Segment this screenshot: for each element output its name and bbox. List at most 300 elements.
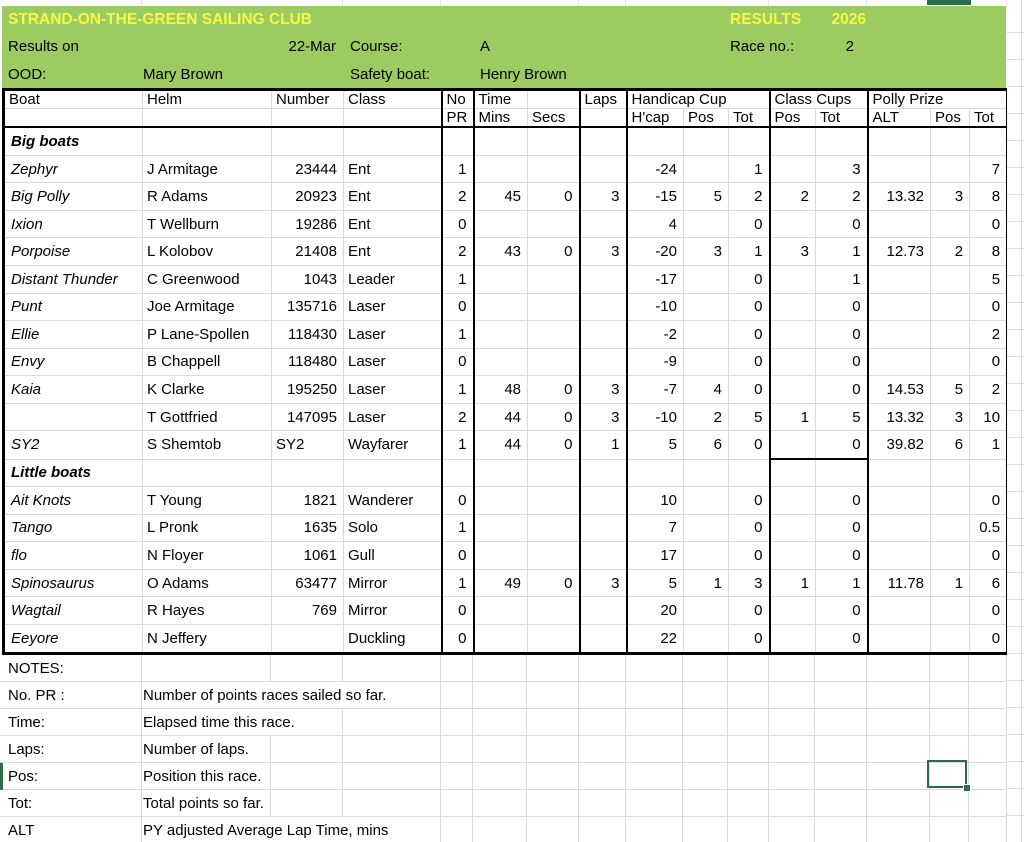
cell-secs[interactable] — [528, 127, 580, 155]
cell-alt[interactable]: 14.53 — [868, 376, 931, 404]
cell-secs[interactable]: 0 — [528, 238, 580, 266]
note-label[interactable]: Tot: — [8, 794, 33, 812]
cell-hcap[interactable]: 5 — [627, 569, 684, 597]
cell-ppos[interactable]: 5 — [931, 376, 970, 404]
cell-boat[interactable]: Spinosaurus — [4, 569, 143, 597]
selected-cell[interactable] — [927, 760, 967, 788]
cell-pr[interactable]: 1 — [442, 321, 474, 349]
cell-number[interactable] — [272, 459, 344, 487]
cell-pr[interactable]: 2 — [442, 403, 474, 431]
col-subheader-blank[interactable] — [4, 109, 143, 128]
cell-hpos[interactable] — [684, 514, 729, 542]
col-subheader-pos[interactable]: Pos — [770, 109, 816, 128]
cell-laps[interactable]: 1 — [580, 431, 627, 459]
cell-hpos[interactable] — [684, 155, 729, 183]
cell-ctot[interactable]: 2 — [816, 183, 868, 211]
cell-laps[interactable] — [580, 348, 627, 376]
col-subheader-hcap[interactable]: H'cap — [627, 109, 684, 128]
cell-laps[interactable] — [580, 487, 627, 515]
cell-ctot[interactable]: 1 — [816, 569, 868, 597]
cell-hpos[interactable] — [684, 459, 729, 487]
cell-cpos[interactable] — [770, 431, 816, 459]
cell-number[interactable]: 63477 — [272, 569, 344, 597]
cell-number[interactable]: 1061 — [272, 542, 344, 570]
note-label[interactable]: ALT — [8, 821, 35, 839]
cell-pr[interactable]: 0 — [442, 210, 474, 238]
cell-number[interactable]: 1043 — [272, 266, 344, 294]
cell-number[interactable]: 1821 — [272, 487, 344, 515]
cell-ctot[interactable]: 0 — [816, 293, 868, 321]
col-header-polly-prize[interactable]: Polly Prize — [868, 90, 1008, 109]
cell-htot[interactable]: 0 — [729, 376, 770, 404]
cell-ctot[interactable]: 0 — [816, 431, 868, 459]
note-desc[interactable]: PY adjusted Average Lap Time, mins — [143, 821, 389, 839]
cell-number[interactable] — [272, 127, 344, 155]
cell-cpos[interactable] — [770, 597, 816, 625]
cell-cpos[interactable] — [770, 155, 816, 183]
cell-helm[interactable]: Joe Armitage — [143, 293, 272, 321]
cell-laps[interactable] — [580, 459, 627, 487]
cell-mins[interactable] — [474, 487, 528, 515]
cell-mins[interactable] — [474, 597, 528, 625]
cell-pr[interactable]: 1 — [442, 431, 474, 459]
cell-ctot[interactable]: 0 — [816, 624, 868, 653]
cell-class[interactable]: Ent — [344, 238, 442, 266]
col-header-helm[interactable]: Helm — [143, 90, 272, 109]
ood-label[interactable]: OOD: — [8, 65, 47, 83]
cell-class[interactable]: Duckling — [344, 624, 442, 653]
cell-laps[interactable] — [580, 321, 627, 349]
cell-ppos[interactable] — [931, 459, 970, 487]
cell-htot[interactable]: 5 — [729, 403, 770, 431]
cell-number[interactable]: 1635 — [272, 514, 344, 542]
cell-number[interactable]: 118430 — [272, 321, 344, 349]
cell-alt[interactable]: 39.82 — [868, 431, 931, 459]
cell-cpos[interactable] — [770, 210, 816, 238]
cell-ppos[interactable]: 3 — [931, 403, 970, 431]
cell-htot[interactable] — [729, 459, 770, 487]
results-label[interactable]: RESULTS — [730, 10, 802, 28]
cell-htot[interactable]: 0 — [729, 542, 770, 570]
cell-hcap[interactable]: -7 — [627, 376, 684, 404]
cell-pr[interactable]: 1 — [442, 155, 474, 183]
cell-ptot[interactable]: 1 — [970, 431, 1008, 459]
results-year[interactable]: 2026 — [831, 10, 866, 28]
cell-helm[interactable]: J Armitage — [143, 155, 272, 183]
col-header-no[interactable]: No — [442, 90, 474, 109]
cell-pr[interactable]: 0 — [442, 487, 474, 515]
cell-hcap[interactable]: -2 — [627, 321, 684, 349]
cell-ptot[interactable]: 0 — [970, 348, 1008, 376]
note-desc[interactable]: Number of laps. — [143, 740, 249, 758]
cell-ppos[interactable]: 6 — [931, 431, 970, 459]
col-header-blank[interactable] — [528, 90, 580, 109]
cell-helm[interactable]: R Adams — [143, 183, 272, 211]
cell-alt[interactable] — [868, 155, 931, 183]
cell-pr[interactable]: 0 — [442, 597, 474, 625]
cell-mins[interactable]: 49 — [474, 569, 528, 597]
cell-ctot[interactable]: 0 — [816, 542, 868, 570]
cell-secs[interactable]: 0 — [528, 403, 580, 431]
cell-hpos[interactable]: 3 — [684, 238, 729, 266]
note-label[interactable]: No. PR : — [8, 686, 65, 704]
cell-boat[interactable]: Kaia — [4, 376, 143, 404]
cell-boat[interactable]: Big boats — [4, 127, 143, 155]
cell-hpos[interactable] — [684, 542, 729, 570]
cell-htot[interactable]: 1 — [729, 238, 770, 266]
cell-helm[interactable]: S Shemtob — [143, 431, 272, 459]
cell-ppos[interactable] — [931, 348, 970, 376]
cell-number[interactable]: 769 — [272, 597, 344, 625]
cell-ctot[interactable]: 0 — [816, 348, 868, 376]
cell-laps[interactable] — [580, 210, 627, 238]
cell-mins[interactable] — [474, 321, 528, 349]
note-label[interactable]: Laps: — [8, 740, 45, 758]
cell-ptot[interactable]: 8 — [970, 238, 1008, 266]
cell-boat[interactable]: Ixion — [4, 210, 143, 238]
cell-helm[interactable]: N Jeffery — [143, 624, 272, 653]
cell-ctot[interactable]: 1 — [816, 266, 868, 294]
cell-boat[interactable]: Zephyr — [4, 155, 143, 183]
cell-mins[interactable] — [474, 624, 528, 653]
cell-number[interactable]: 135716 — [272, 293, 344, 321]
cell-ptot[interactable]: 0 — [970, 293, 1008, 321]
col-header-number[interactable]: Number — [272, 90, 344, 109]
col-subheader-blank[interactable] — [344, 109, 442, 128]
col-subheader-secs[interactable]: Secs — [528, 109, 580, 128]
fill-handle[interactable] — [963, 784, 971, 792]
cell-helm[interactable]: T Wellburn — [143, 210, 272, 238]
course-label[interactable]: Course: — [350, 38, 403, 55]
cell-alt[interactable]: 12.73 — [868, 238, 931, 266]
club-title[interactable]: STRAND-ON-THE-GREEN SAILING CLUB — [8, 10, 312, 28]
cell-alt[interactable] — [868, 348, 931, 376]
cell-number[interactable]: 147095 — [272, 403, 344, 431]
cell-class[interactable]: Wanderer — [344, 487, 442, 515]
cell-boat[interactable]: flo — [4, 542, 143, 570]
cell-ppos[interactable] — [931, 514, 970, 542]
col-subheader-blank[interactable] — [580, 109, 627, 128]
cell-hcap[interactable]: -15 — [627, 183, 684, 211]
cell-cpos[interactable]: 1 — [770, 403, 816, 431]
cell-ctot[interactable]: 0 — [816, 597, 868, 625]
cell-htot[interactable]: 3 — [729, 569, 770, 597]
cell-pr[interactable]: 0 — [442, 624, 474, 653]
cell-ptot[interactable]: 0 — [970, 487, 1008, 515]
cell-cpos[interactable]: 1 — [770, 569, 816, 597]
cell-htot[interactable]: 0 — [729, 210, 770, 238]
cell-ctot[interactable]: 0 — [816, 514, 868, 542]
cell-ptot[interactable]: 0 — [970, 597, 1008, 625]
cell-secs[interactable] — [528, 597, 580, 625]
cell-mins[interactable] — [474, 155, 528, 183]
cell-cpos[interactable] — [770, 348, 816, 376]
cell-ptot[interactable]: 0 — [970, 624, 1008, 653]
cell-boat[interactable]: Envy — [4, 348, 143, 376]
cell-cpos[interactable] — [770, 459, 816, 487]
cell-alt[interactable] — [868, 542, 931, 570]
cell-hcap[interactable]: -24 — [627, 155, 684, 183]
cell-number[interactable]: 21408 — [272, 238, 344, 266]
cell-hcap[interactable]: -17 — [627, 266, 684, 294]
cell-hpos[interactable]: 5 — [684, 183, 729, 211]
cell-secs[interactable] — [528, 321, 580, 349]
cell-cpos[interactable] — [770, 542, 816, 570]
cell-secs[interactable] — [528, 487, 580, 515]
cell-pr[interactable] — [442, 459, 474, 487]
cell-cpos[interactable] — [770, 321, 816, 349]
cell-class[interactable]: Wayfarer — [344, 431, 442, 459]
cell-ctot[interactable]: 1 — [816, 238, 868, 266]
cell-ptot[interactable]: 2 — [970, 321, 1008, 349]
cell-secs[interactable] — [528, 542, 580, 570]
cell-ptot[interactable]: 0.5 — [970, 514, 1008, 542]
cell-cpos[interactable] — [770, 266, 816, 294]
cell-cpos[interactable]: 2 — [770, 183, 816, 211]
cell-ctot[interactable]: 5 — [816, 403, 868, 431]
cell-hcap[interactable]: -20 — [627, 238, 684, 266]
cell-htot[interactable]: 0 — [729, 624, 770, 653]
cell-ppos[interactable] — [931, 597, 970, 625]
cell-hpos[interactable]: 6 — [684, 431, 729, 459]
cell-pr[interactable]: 0 — [442, 293, 474, 321]
race-date[interactable]: 22-Mar — [288, 38, 336, 55]
cell-pr[interactable] — [442, 127, 474, 155]
cell-helm[interactable] — [143, 127, 272, 155]
cell-ptot[interactable] — [970, 127, 1008, 155]
cell-alt[interactable]: 11.78 — [868, 569, 931, 597]
cell-ptot[interactable]: 5 — [970, 266, 1008, 294]
cell-alt[interactable]: 13.32 — [868, 403, 931, 431]
cell-helm[interactable]: L Kolobov — [143, 238, 272, 266]
cell-ppos[interactable]: 1 — [931, 569, 970, 597]
safety-boat-label[interactable]: Safety boat: — [350, 65, 431, 83]
cell-boat[interactable]: SY2 — [4, 431, 143, 459]
cell-cpos[interactable] — [770, 376, 816, 404]
cell-pr[interactable]: 1 — [442, 266, 474, 294]
cell-secs[interactable] — [528, 155, 580, 183]
cell-mins[interactable]: 44 — [474, 431, 528, 459]
cell-hcap[interactable]: 17 — [627, 542, 684, 570]
cell-htot[interactable]: 1 — [729, 155, 770, 183]
cell-number[interactable]: 118480 — [272, 348, 344, 376]
cell-class[interactable]: Solo — [344, 514, 442, 542]
cell-cpos[interactable] — [770, 127, 816, 155]
cell-helm[interactable]: N Floyer — [143, 542, 272, 570]
cell-mins[interactable] — [474, 542, 528, 570]
cell-hpos[interactable]: 2 — [684, 403, 729, 431]
cell-hcap[interactable]: 7 — [627, 514, 684, 542]
cell-number[interactable]: SY2 — [272, 431, 344, 459]
cell-alt[interactable] — [868, 624, 931, 653]
cell-alt[interactable] — [868, 293, 931, 321]
cell-boat[interactable]: Wagtail — [4, 597, 143, 625]
cell-class[interactable]: Gull — [344, 542, 442, 570]
cell-class[interactable]: Laser — [344, 376, 442, 404]
cell-hpos[interactable] — [684, 487, 729, 515]
cell-secs[interactable]: 0 — [528, 376, 580, 404]
cell-hpos[interactable] — [684, 597, 729, 625]
cell-helm[interactable]: C Greenwood — [143, 266, 272, 294]
cell-laps[interactable] — [580, 542, 627, 570]
cell-alt[interactable] — [868, 321, 931, 349]
cell-ppos[interactable] — [931, 542, 970, 570]
col-subheader-tot[interactable]: Tot — [729, 109, 770, 128]
cell-class[interactable] — [344, 127, 442, 155]
cell-cpos[interactable] — [770, 624, 816, 653]
cell-ctot[interactable]: 0 — [816, 321, 868, 349]
col-header-boat[interactable]: Boat — [4, 90, 143, 109]
cell-alt[interactable] — [868, 210, 931, 238]
cell-secs[interactable]: 0 — [528, 183, 580, 211]
col-subheader-mins[interactable]: Mins — [474, 109, 528, 128]
cell-ppos[interactable] — [931, 266, 970, 294]
cell-secs[interactable] — [528, 624, 580, 653]
ood-value[interactable]: Mary Brown — [143, 65, 224, 83]
col-subheader-tot[interactable]: Tot — [970, 109, 1008, 128]
cell-htot[interactable]: 0 — [729, 431, 770, 459]
cell-laps[interactable] — [580, 127, 627, 155]
cell-laps[interactable]: 3 — [580, 183, 627, 211]
cell-secs[interactable] — [528, 266, 580, 294]
col-subheader-pos[interactable]: Pos — [684, 109, 729, 128]
cell-hpos[interactable] — [684, 210, 729, 238]
cell-ptot[interactable]: 0 — [970, 542, 1008, 570]
cell-htot[interactable]: 0 — [729, 348, 770, 376]
cell-ctot[interactable]: 0 — [816, 210, 868, 238]
cell-ptot[interactable]: 10 — [970, 403, 1008, 431]
cell-boat[interactable]: Porpoise — [4, 238, 143, 266]
cell-mins[interactable]: 45 — [474, 183, 528, 211]
note-label[interactable]: NOTES: — [8, 659, 64, 677]
cell-laps[interactable] — [580, 155, 627, 183]
cell-class[interactable]: Mirror — [344, 569, 442, 597]
cell-cpos[interactable]: 3 — [770, 238, 816, 266]
cell-class[interactable]: Laser — [344, 348, 442, 376]
cell-ppos[interactable] — [931, 293, 970, 321]
cell-htot[interactable]: 0 — [729, 266, 770, 294]
cell-boat[interactable]: Distant Thunder — [4, 266, 143, 294]
cell-secs[interactable]: 0 — [528, 431, 580, 459]
note-desc[interactable]: Number of points races sailed so far. — [143, 686, 387, 704]
cell-helm[interactable]: L Pronk — [143, 514, 272, 542]
note-desc[interactable]: Total points so far. — [143, 794, 264, 812]
cell-mins[interactable] — [474, 348, 528, 376]
cell-ctot[interactable]: 3 — [816, 155, 868, 183]
col-subheader-pos[interactable]: Pos — [931, 109, 970, 128]
cell-pr[interactable]: 2 — [442, 183, 474, 211]
cell-ptot[interactable]: 2 — [970, 376, 1008, 404]
cell-ctot[interactable]: 0 — [816, 376, 868, 404]
cell-boat[interactable]: Tango — [4, 514, 143, 542]
cell-class[interactable]: Laser — [344, 321, 442, 349]
cell-ppos[interactable] — [931, 127, 970, 155]
cell-number[interactable]: 23444 — [272, 155, 344, 183]
cell-hcap[interactable] — [627, 459, 684, 487]
col-header-time[interactable]: Time — [474, 90, 528, 109]
cell-hcap[interactable]: 22 — [627, 624, 684, 653]
col-subheader-pr[interactable]: PR — [442, 109, 474, 128]
cell-helm[interactable]: O Adams — [143, 569, 272, 597]
cell-class[interactable]: Ent — [344, 183, 442, 211]
cell-hpos[interactable] — [684, 293, 729, 321]
cell-helm[interactable]: B Chappell — [143, 348, 272, 376]
cell-helm[interactable]: P Lane-Spollen — [143, 321, 272, 349]
cell-class[interactable]: Ent — [344, 210, 442, 238]
cell-ctot[interactable] — [816, 127, 868, 155]
cell-pr[interactable]: 0 — [442, 348, 474, 376]
note-desc[interactable]: Position this race. — [143, 767, 262, 785]
cell-mins[interactable]: 48 — [474, 376, 528, 404]
cell-mins[interactable] — [474, 514, 528, 542]
cell-alt[interactable] — [868, 266, 931, 294]
cell-pr[interactable]: 1 — [442, 376, 474, 404]
race-no-label[interactable]: Race no.: — [730, 38, 795, 55]
cell-hpos[interactable]: 4 — [684, 376, 729, 404]
cell-hcap[interactable]: 20 — [627, 597, 684, 625]
cell-hcap[interactable]: 4 — [627, 210, 684, 238]
cell-secs[interactable] — [528, 293, 580, 321]
cell-alt[interactable] — [868, 487, 931, 515]
cell-hpos[interactable] — [684, 127, 729, 155]
cell-laps[interactable]: 3 — [580, 238, 627, 266]
cell-hcap[interactable]: -10 — [627, 293, 684, 321]
race-no-value[interactable]: 2 — [845, 38, 854, 55]
cell-htot[interactable]: 0 — [729, 293, 770, 321]
cell-ppos[interactable] — [931, 210, 970, 238]
cell-alt[interactable] — [868, 597, 931, 625]
cell-boat[interactable]: Ait Knots — [4, 487, 143, 515]
cell-pr[interactable]: 1 — [442, 514, 474, 542]
cell-ptot[interactable]: 8 — [970, 183, 1008, 211]
cell-laps[interactable]: 3 — [580, 376, 627, 404]
cell-mins[interactable] — [474, 127, 528, 155]
cell-pr[interactable]: 1 — [442, 569, 474, 597]
cell-class[interactable] — [344, 459, 442, 487]
cell-laps[interactable] — [580, 266, 627, 294]
cell-hcap[interactable]: 10 — [627, 487, 684, 515]
cell-alt[interactable]: 13.32 — [868, 183, 931, 211]
cell-htot[interactable]: 0 — [729, 487, 770, 515]
cell-cpos[interactable] — [770, 293, 816, 321]
cell-boat[interactable]: Big Polly — [4, 183, 143, 211]
cell-alt[interactable] — [868, 459, 931, 487]
cell-alt[interactable] — [868, 127, 931, 155]
cell-laps[interactable]: 3 — [580, 403, 627, 431]
cell-mins[interactable] — [474, 266, 528, 294]
col-subheader-blank[interactable] — [272, 109, 344, 128]
cell-mins[interactable] — [474, 459, 528, 487]
col-header-laps[interactable]: Laps — [580, 90, 627, 109]
cell-ppos[interactable]: 3 — [931, 183, 970, 211]
cell-ppos[interactable] — [931, 624, 970, 653]
cell-laps[interactable] — [580, 624, 627, 653]
cell-number[interactable]: 20923 — [272, 183, 344, 211]
cell-hcap[interactable]: 5 — [627, 431, 684, 459]
course-value[interactable]: A — [480, 38, 491, 55]
cell-alt[interactable] — [868, 514, 931, 542]
cell-htot[interactable]: 0 — [729, 514, 770, 542]
cell-cpos[interactable] — [770, 514, 816, 542]
cell-boat[interactable]: Ellie — [4, 321, 143, 349]
cell-helm[interactable]: R Hayes — [143, 597, 272, 625]
cell-cpos[interactable] — [770, 487, 816, 515]
cell-mins[interactable] — [474, 210, 528, 238]
cell-helm[interactable]: T Young — [143, 487, 272, 515]
cell-number[interactable]: 19286 — [272, 210, 344, 238]
cell-ctot[interactable] — [816, 459, 868, 487]
cell-laps[interactable] — [580, 293, 627, 321]
